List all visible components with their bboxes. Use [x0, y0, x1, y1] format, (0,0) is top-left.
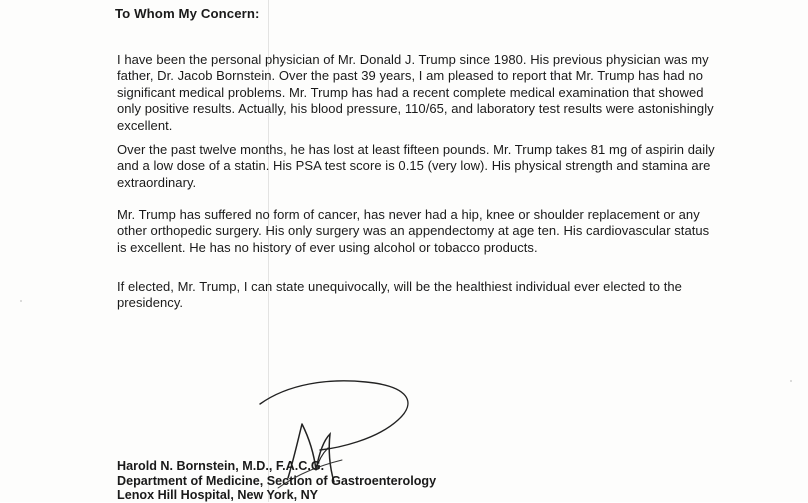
paragraph-3: Mr. Trump has suffered no form of cancer, has never had a hip, knee or shoulder replacement or any other orthopedic surgery. His only surgery was an appendectomy at age ten. His cardiovascular status is excellent. He has no history of ever using alcohol or tobacco products.	[117, 207, 710, 255]
signer-hospital: Lenox Hill Hospital, New York, NY	[117, 488, 319, 503]
signer-name: Harold N. Bornstein, M.D., F.A.C.G.	[117, 459, 325, 473]
paper-speck	[790, 380, 792, 382]
paragraph-1: I have been the personal physician of Mr. Donald J. Trump since 1980. His previous physician was my father, Dr. Jacob Bornstein. Over the past 39 years, I am pleased to report that Mr. Trump has had no significant medical problems. Mr. Trump has had a recent complete medical examination that showed only positive results. Actually, his blood pressure, 110/65, and laboratory test results were astonishingly excellent.	[117, 52, 714, 133]
salutation: To Whom My Concern:	[115, 6, 260, 21]
signer-department: Department of Medicine, Section of Gastroenterology	[117, 473, 437, 488]
signature-block	[117, 459, 436, 503]
paragraph-2: Over the past twelve months, he has lost at least fifteen pounds. Mr. Trump takes 81 mg of aspirin daily and a low dose of a statin. His PSA test score is 0.15 (very low). His physical strength and stamina are extraordinary.	[117, 142, 715, 190]
paper-speck	[20, 300, 22, 302]
paragraph-4: If elected, Mr. Trump, I can state unequivocally, will be the healthiest individual ever elected to the presidency.	[117, 279, 682, 311]
